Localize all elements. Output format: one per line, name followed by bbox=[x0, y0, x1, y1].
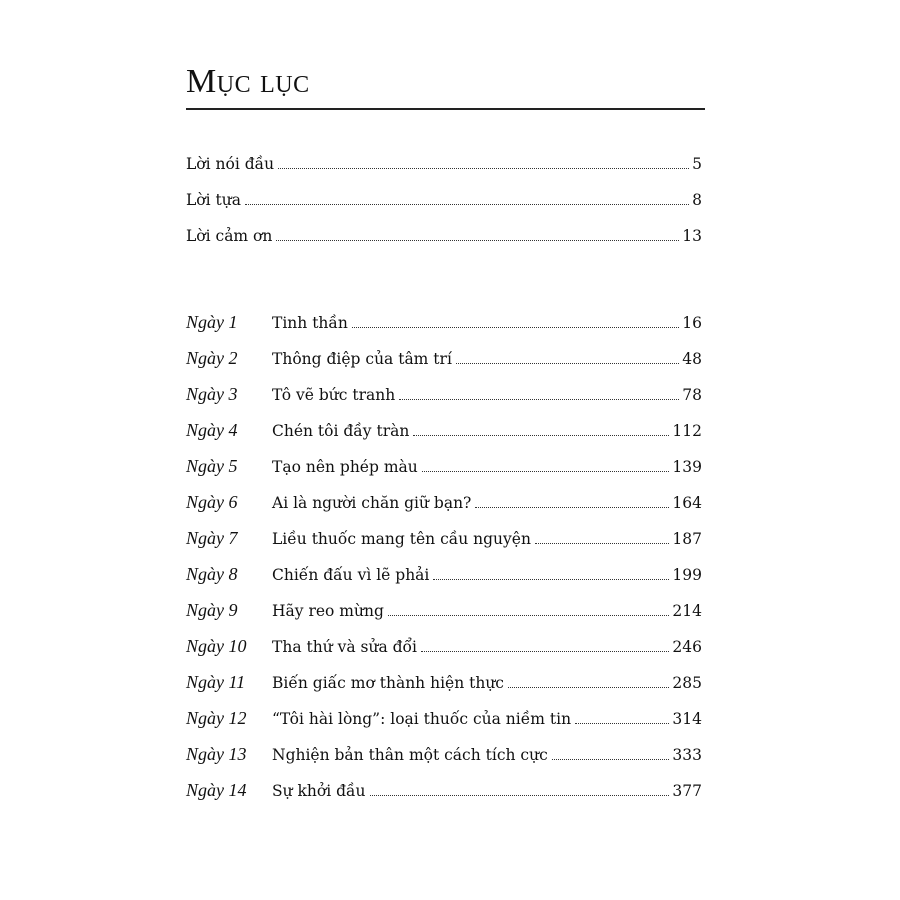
page-number: 78 bbox=[682, 386, 702, 404]
toc-page bbox=[186, 0, 706, 900]
page-number: 214 bbox=[672, 602, 702, 620]
dot-leader bbox=[535, 543, 669, 544]
entry-title: Hãy reo mừng bbox=[272, 602, 384, 620]
page-number: 187 bbox=[672, 530, 702, 548]
day-label: Ngày 11 bbox=[186, 672, 246, 692]
dot-leader bbox=[276, 240, 679, 241]
page-number: 333 bbox=[672, 746, 702, 764]
entry-title: Tha thứ và sửa đổi bbox=[272, 638, 418, 656]
entry-title: Chiến đấu vì lẽ phải bbox=[272, 566, 430, 584]
toc-entry-day-8[interactable] bbox=[186, 564, 702, 600]
toc-entry-day-10[interactable] bbox=[186, 636, 702, 672]
dot-leader bbox=[399, 399, 679, 400]
day-label: Ngày 1 bbox=[186, 312, 238, 332]
page-number: 314 bbox=[672, 710, 702, 728]
day-label: Ngày 4 bbox=[186, 420, 238, 440]
page-number: 199 bbox=[672, 566, 702, 584]
toc-entry-front-3[interactable] bbox=[186, 227, 702, 263]
day-label: Ngày 6 bbox=[186, 492, 238, 512]
dot-leader bbox=[552, 759, 670, 760]
day-label: Ngày 13 bbox=[186, 744, 247, 764]
dot-leader bbox=[575, 723, 669, 724]
entry-title: Tạo nên phép màu bbox=[272, 458, 418, 476]
entry-title: Lời tựa bbox=[186, 191, 241, 209]
page-title: Mục lục bbox=[186, 63, 310, 100]
dot-leader bbox=[475, 507, 669, 508]
page-number: 112 bbox=[672, 422, 702, 440]
toc-entry-day-9[interactable] bbox=[186, 600, 702, 636]
dot-leader bbox=[433, 579, 669, 580]
dot-leader bbox=[388, 615, 670, 616]
day-label: Ngày 5 bbox=[186, 456, 238, 476]
dot-leader bbox=[456, 363, 679, 364]
toc-entry-front-1[interactable] bbox=[186, 155, 702, 191]
page-number: 139 bbox=[672, 458, 702, 476]
dot-leader bbox=[413, 435, 669, 436]
dot-leader bbox=[245, 204, 689, 205]
page-number: 16 bbox=[682, 314, 702, 332]
day-label: Ngày 3 bbox=[186, 384, 238, 404]
toc-entry-day-6[interactable] bbox=[186, 492, 702, 528]
page-number: 5 bbox=[692, 155, 702, 173]
toc-entry-day-11[interactable] bbox=[186, 672, 702, 708]
toc-entry-day-4[interactable] bbox=[186, 420, 702, 456]
day-label: Ngày 10 bbox=[186, 636, 247, 656]
toc-entry-day-12[interactable] bbox=[186, 708, 702, 744]
day-label: Ngày 7 bbox=[186, 528, 238, 548]
dot-leader bbox=[422, 471, 670, 472]
day-label: Ngày 12 bbox=[186, 708, 247, 728]
title-rule bbox=[186, 108, 705, 110]
entry-title: Tinh thần bbox=[272, 314, 348, 332]
toc-entry-day-13[interactable] bbox=[186, 744, 702, 780]
front-matter-list bbox=[186, 155, 702, 263]
day-label: Ngày 8 bbox=[186, 564, 238, 584]
entry-title: Lời nói đầu bbox=[186, 155, 275, 173]
page-number: 377 bbox=[672, 782, 702, 800]
toc-entry-day-5[interactable] bbox=[186, 456, 702, 492]
entry-title: Lời cảm ơn bbox=[186, 227, 273, 245]
toc-entry-day-14[interactable] bbox=[186, 780, 702, 816]
day-label: Ngày 9 bbox=[186, 600, 238, 620]
dot-leader bbox=[421, 651, 669, 652]
entry-title: Chén tôi đầy tràn bbox=[272, 422, 410, 440]
entry-title: Thông điệp của tâm trí bbox=[272, 350, 452, 368]
dot-leader bbox=[508, 687, 669, 688]
chapter-list bbox=[186, 312, 702, 816]
entry-title: Ai là người chăn giữ bạn? bbox=[272, 494, 472, 512]
entry-title: “Tôi hài lòng”: loại thuốc của niềm tin bbox=[272, 710, 572, 728]
page-number: 285 bbox=[672, 674, 702, 692]
day-label: Ngày 14 bbox=[186, 780, 247, 800]
day-label: Ngày 2 bbox=[186, 348, 238, 368]
page-number: 13 bbox=[682, 227, 702, 245]
page-number: 164 bbox=[672, 494, 702, 512]
entry-title: Tô vẽ bức tranh bbox=[272, 386, 396, 404]
entry-title: Sự khởi đầu bbox=[272, 782, 366, 800]
toc-entry-day-3[interactable] bbox=[186, 384, 702, 420]
page-number: 246 bbox=[672, 638, 702, 656]
entry-title: Liều thuốc mang tên cầu nguyện bbox=[272, 530, 531, 548]
dot-leader bbox=[352, 327, 679, 328]
page-number: 8 bbox=[692, 191, 702, 209]
dot-leader bbox=[370, 795, 670, 796]
entry-title: Biến giấc mơ thành hiện thực bbox=[272, 674, 504, 692]
toc-entry-day-2[interactable] bbox=[186, 348, 702, 384]
toc-entry-day-7[interactable] bbox=[186, 528, 702, 564]
page-number: 48 bbox=[682, 350, 702, 368]
entry-title: Nghiện bản thân một cách tích cực bbox=[272, 746, 548, 764]
toc-entry-front-2[interactable] bbox=[186, 191, 702, 227]
dot-leader bbox=[278, 168, 689, 169]
toc-entry-day-1[interactable] bbox=[186, 312, 702, 348]
